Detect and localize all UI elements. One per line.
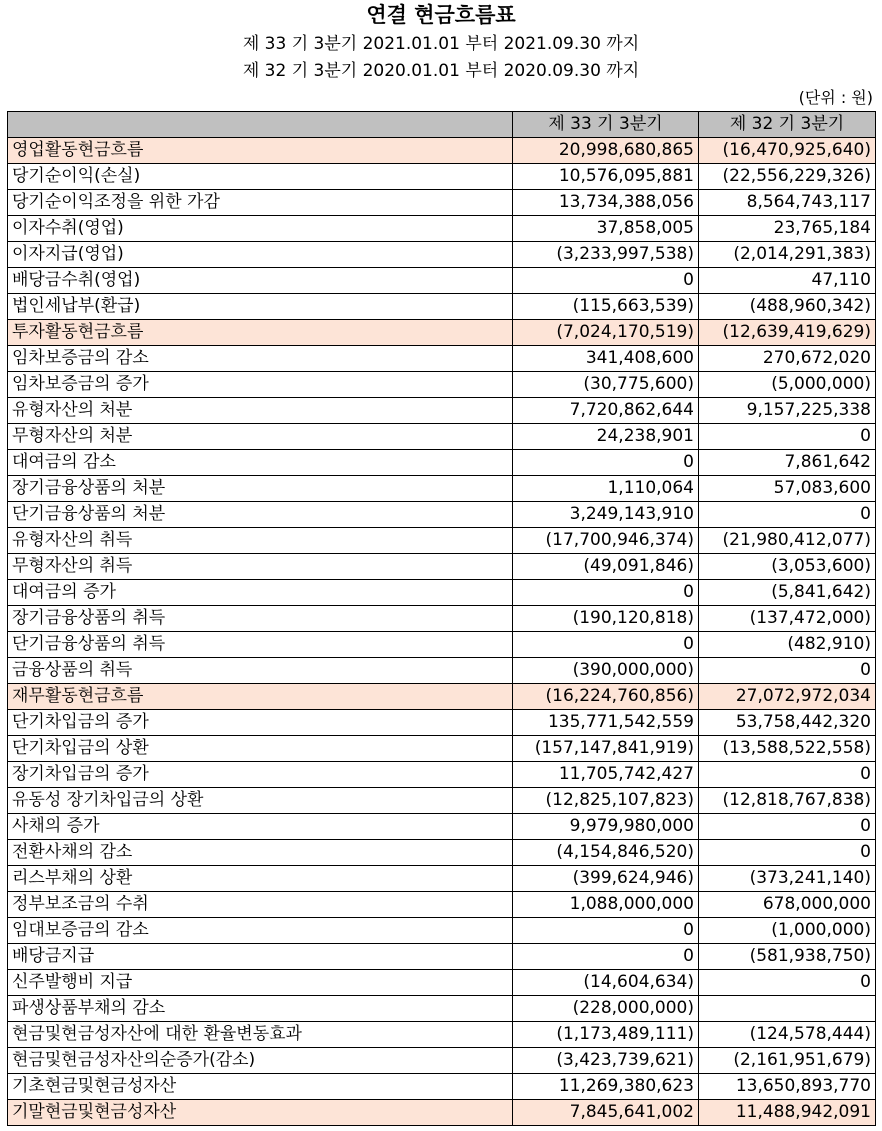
row-label: 장기차입금의 증가 <box>8 762 513 788</box>
prior-period-value: (5,841,642) <box>699 580 876 606</box>
cash-flow-table <box>7 111 876 1126</box>
table-header-row <box>8 112 876 138</box>
current-period-value: (115,663,539) <box>513 294 699 320</box>
current-period-value: (4,154,846,520) <box>513 840 699 866</box>
prior-period-value <box>699 996 876 1022</box>
current-period-value: 1,088,000,000 <box>513 892 699 918</box>
table-row <box>8 762 876 788</box>
prior-period-value: (482,910) <box>699 632 876 658</box>
table-row <box>8 996 876 1022</box>
table-row <box>8 736 876 762</box>
prior-period-value: (21,980,412,077) <box>699 528 876 554</box>
current-period-value: (390,000,000) <box>513 658 699 684</box>
current-period-value: (14,604,634) <box>513 970 699 996</box>
table-row <box>8 450 876 476</box>
row-label: 금융상품의 취득 <box>8 658 513 684</box>
prior-period-value: 0 <box>699 970 876 996</box>
table-row <box>8 190 876 216</box>
prior-period-value: 9,157,225,338 <box>699 398 876 424</box>
prior-period-value: (373,241,140) <box>699 866 876 892</box>
row-label: 유형자산의 취득 <box>8 528 513 554</box>
row-label: 리스부채의 상환 <box>8 866 513 892</box>
table-body <box>8 138 876 1126</box>
row-label: 유형자산의 처분 <box>8 398 513 424</box>
row-label: 기말현금및현금성자산 <box>8 1100 513 1126</box>
current-period-value: 1,110,064 <box>513 476 699 502</box>
row-label: 단기금융상품의 처분 <box>8 502 513 528</box>
current-period-value: 11,269,380,623 <box>513 1074 699 1100</box>
header-label-cell <box>8 112 513 138</box>
table-row <box>8 1048 876 1074</box>
current-period-value: 0 <box>513 450 699 476</box>
row-label: 투자활동현금흐름 <box>8 320 513 346</box>
row-label: 사채의 증가 <box>8 814 513 840</box>
prior-period-value: 7,861,642 <box>699 450 876 476</box>
prior-period-value: (12,818,767,838) <box>699 788 876 814</box>
table-row <box>8 658 876 684</box>
current-period-value: (1,173,489,111) <box>513 1022 699 1048</box>
prior-period-value: 23,765,184 <box>699 216 876 242</box>
table-row <box>8 398 876 424</box>
prior-period-value: 27,072,972,034 <box>699 684 876 710</box>
current-period-value: (399,624,946) <box>513 866 699 892</box>
current-period-value: 37,858,005 <box>513 216 699 242</box>
header-current-period: 제 33 기 3분기 <box>513 112 699 138</box>
table-row <box>8 164 876 190</box>
current-period-value: 0 <box>513 580 699 606</box>
row-label: 임차보증금의 증가 <box>8 372 513 398</box>
row-label: 신주발행비 지급 <box>8 970 513 996</box>
row-label: 이자지급(영업) <box>8 242 513 268</box>
unit-label: (단위 : 원) <box>798 88 873 107</box>
row-label: 장기금융상품의 취득 <box>8 606 513 632</box>
prior-period-value: (2,014,291,383) <box>699 242 876 268</box>
row-label: 당기순이익(손실) <box>8 164 513 190</box>
prior-period-value: (22,556,229,326) <box>699 164 876 190</box>
current-period-value: 0 <box>513 918 699 944</box>
table-row <box>8 866 876 892</box>
row-label: 법인세납부(환급) <box>8 294 513 320</box>
current-period-value: (3,423,739,621) <box>513 1048 699 1074</box>
row-label: 현금및현금성자산에 대한 환율변동효과 <box>8 1022 513 1048</box>
current-period-value: 135,771,542,559 <box>513 710 699 736</box>
current-period-value: (7,024,170,519) <box>513 320 699 346</box>
row-label: 임대보증금의 감소 <box>8 918 513 944</box>
table-row <box>8 476 876 502</box>
section-row <box>8 138 876 164</box>
current-period-value: (16,224,760,856) <box>513 684 699 710</box>
row-label: 단기금융상품의 취득 <box>8 632 513 658</box>
current-period-value: 10,576,095,881 <box>513 164 699 190</box>
table-row <box>8 1074 876 1100</box>
table-row <box>8 346 876 372</box>
prior-period-value: (3,053,600) <box>699 554 876 580</box>
current-period-value: (30,775,600) <box>513 372 699 398</box>
prior-period-value: 13,650,893,770 <box>699 1074 876 1100</box>
current-period-value: (17,700,946,374) <box>513 528 699 554</box>
current-period-value: (157,147,841,919) <box>513 736 699 762</box>
row-label: 기초현금및현금성자산 <box>8 1074 513 1100</box>
row-label: 무형자산의 처분 <box>8 424 513 450</box>
current-period-value: (190,120,818) <box>513 606 699 632</box>
current-period-value: (228,000,000) <box>513 996 699 1022</box>
prior-period-value: 47,110 <box>699 268 876 294</box>
current-period-value: 3,249,143,910 <box>513 502 699 528</box>
prior-period-value: 57,083,600 <box>699 476 876 502</box>
table-row <box>8 710 876 736</box>
row-label: 무형자산의 취득 <box>8 554 513 580</box>
prior-period-value: 53,758,442,320 <box>699 710 876 736</box>
current-period-value: (49,091,846) <box>513 554 699 580</box>
table-row <box>8 268 876 294</box>
row-label: 장기금융상품의 처분 <box>8 476 513 502</box>
section-row <box>8 1100 876 1126</box>
current-period-value: 11,705,742,427 <box>513 762 699 788</box>
row-label: 정부보조금의 수취 <box>8 892 513 918</box>
table-row <box>8 294 876 320</box>
row-label: 당기순이익조정을 위한 가감 <box>8 190 513 216</box>
row-label: 배당금지급 <box>8 944 513 970</box>
row-label: 전환사채의 감소 <box>8 840 513 866</box>
prior-period-value: 0 <box>699 814 876 840</box>
prior-period-value: 0 <box>699 424 876 450</box>
row-label: 임차보증금의 감소 <box>8 346 513 372</box>
prior-period-value: 270,672,020 <box>699 346 876 372</box>
row-label: 단기차입금의 증가 <box>8 710 513 736</box>
current-period-value: 0 <box>513 632 699 658</box>
prior-period-value: (581,938,750) <box>699 944 876 970</box>
prior-period-value: 0 <box>699 762 876 788</box>
period-current: 제 33 기 3분기 2021.01.01 부터 2021.09.30 까지 <box>242 34 640 54</box>
table-row <box>8 632 876 658</box>
row-label: 대여금의 감소 <box>8 450 513 476</box>
prior-period-value: 0 <box>699 658 876 684</box>
current-period-value: 0 <box>513 944 699 970</box>
prior-period-value: (5,000,000) <box>699 372 876 398</box>
prior-period-value: (13,588,522,558) <box>699 736 876 762</box>
current-period-value: (12,825,107,823) <box>513 788 699 814</box>
row-label: 파생상품부채의 감소 <box>8 996 513 1022</box>
table-row <box>8 424 876 450</box>
prior-period-value: 0 <box>699 840 876 866</box>
current-period-value: (3,233,997,538) <box>513 242 699 268</box>
statement-title: 연결 현금흐름표 <box>366 3 516 27</box>
current-period-value: 13,734,388,056 <box>513 190 699 216</box>
current-period-value: 7,720,862,644 <box>513 398 699 424</box>
table-row <box>8 554 876 580</box>
prior-period-value: 11,488,942,091 <box>699 1100 876 1126</box>
row-label: 이자수취(영업) <box>8 216 513 242</box>
prior-period-value: 8,564,743,117 <box>699 190 876 216</box>
current-period-value: 0 <box>513 268 699 294</box>
row-label: 현금및현금성자산의순증가(감소) <box>8 1048 513 1074</box>
table-row <box>8 788 876 814</box>
prior-period-value: (2,161,951,679) <box>699 1048 876 1074</box>
table-row <box>8 606 876 632</box>
prior-period-value: 678,000,000 <box>699 892 876 918</box>
prior-period-value: 0 <box>699 502 876 528</box>
table-row <box>8 216 876 242</box>
prior-period-value: (488,960,342) <box>699 294 876 320</box>
table-row <box>8 840 876 866</box>
table-row <box>8 528 876 554</box>
current-period-value: 7,845,641,002 <box>513 1100 699 1126</box>
row-label: 단기차입금의 상환 <box>8 736 513 762</box>
table-row <box>8 372 876 398</box>
section-row <box>8 320 876 346</box>
section-row <box>8 684 876 710</box>
row-label: 영업활동현금흐름 <box>8 138 513 164</box>
table-row <box>8 242 876 268</box>
table-row <box>8 1022 876 1048</box>
current-period-value: 24,238,901 <box>513 424 699 450</box>
current-period-value: 9,979,980,000 <box>513 814 699 840</box>
prior-period-value: (12,639,419,629) <box>699 320 876 346</box>
header-prior-period: 제 32 기 3분기 <box>699 112 876 138</box>
prior-period-value: (137,472,000) <box>699 606 876 632</box>
prior-period-value: (16,470,925,640) <box>699 138 876 164</box>
row-label: 대여금의 증가 <box>8 580 513 606</box>
current-period-value: 341,408,600 <box>513 346 699 372</box>
prior-period-value: (1,000,000) <box>699 918 876 944</box>
table-row <box>8 502 876 528</box>
prior-period-value: (124,578,444) <box>699 1022 876 1048</box>
table-row <box>8 814 876 840</box>
table-row <box>8 892 876 918</box>
table-row <box>8 944 876 970</box>
row-label: 재무활동현금흐름 <box>8 684 513 710</box>
period-prior: 제 32 기 3분기 2020.01.01 부터 2020.09.30 까지 <box>242 61 640 81</box>
row-label: 배당금수취(영업) <box>8 268 513 294</box>
current-period-value: 20,998,680,865 <box>513 138 699 164</box>
table-row <box>8 918 876 944</box>
row-label: 유동성 장기차입금의 상환 <box>8 788 513 814</box>
table-row <box>8 970 876 996</box>
table-row <box>8 580 876 606</box>
